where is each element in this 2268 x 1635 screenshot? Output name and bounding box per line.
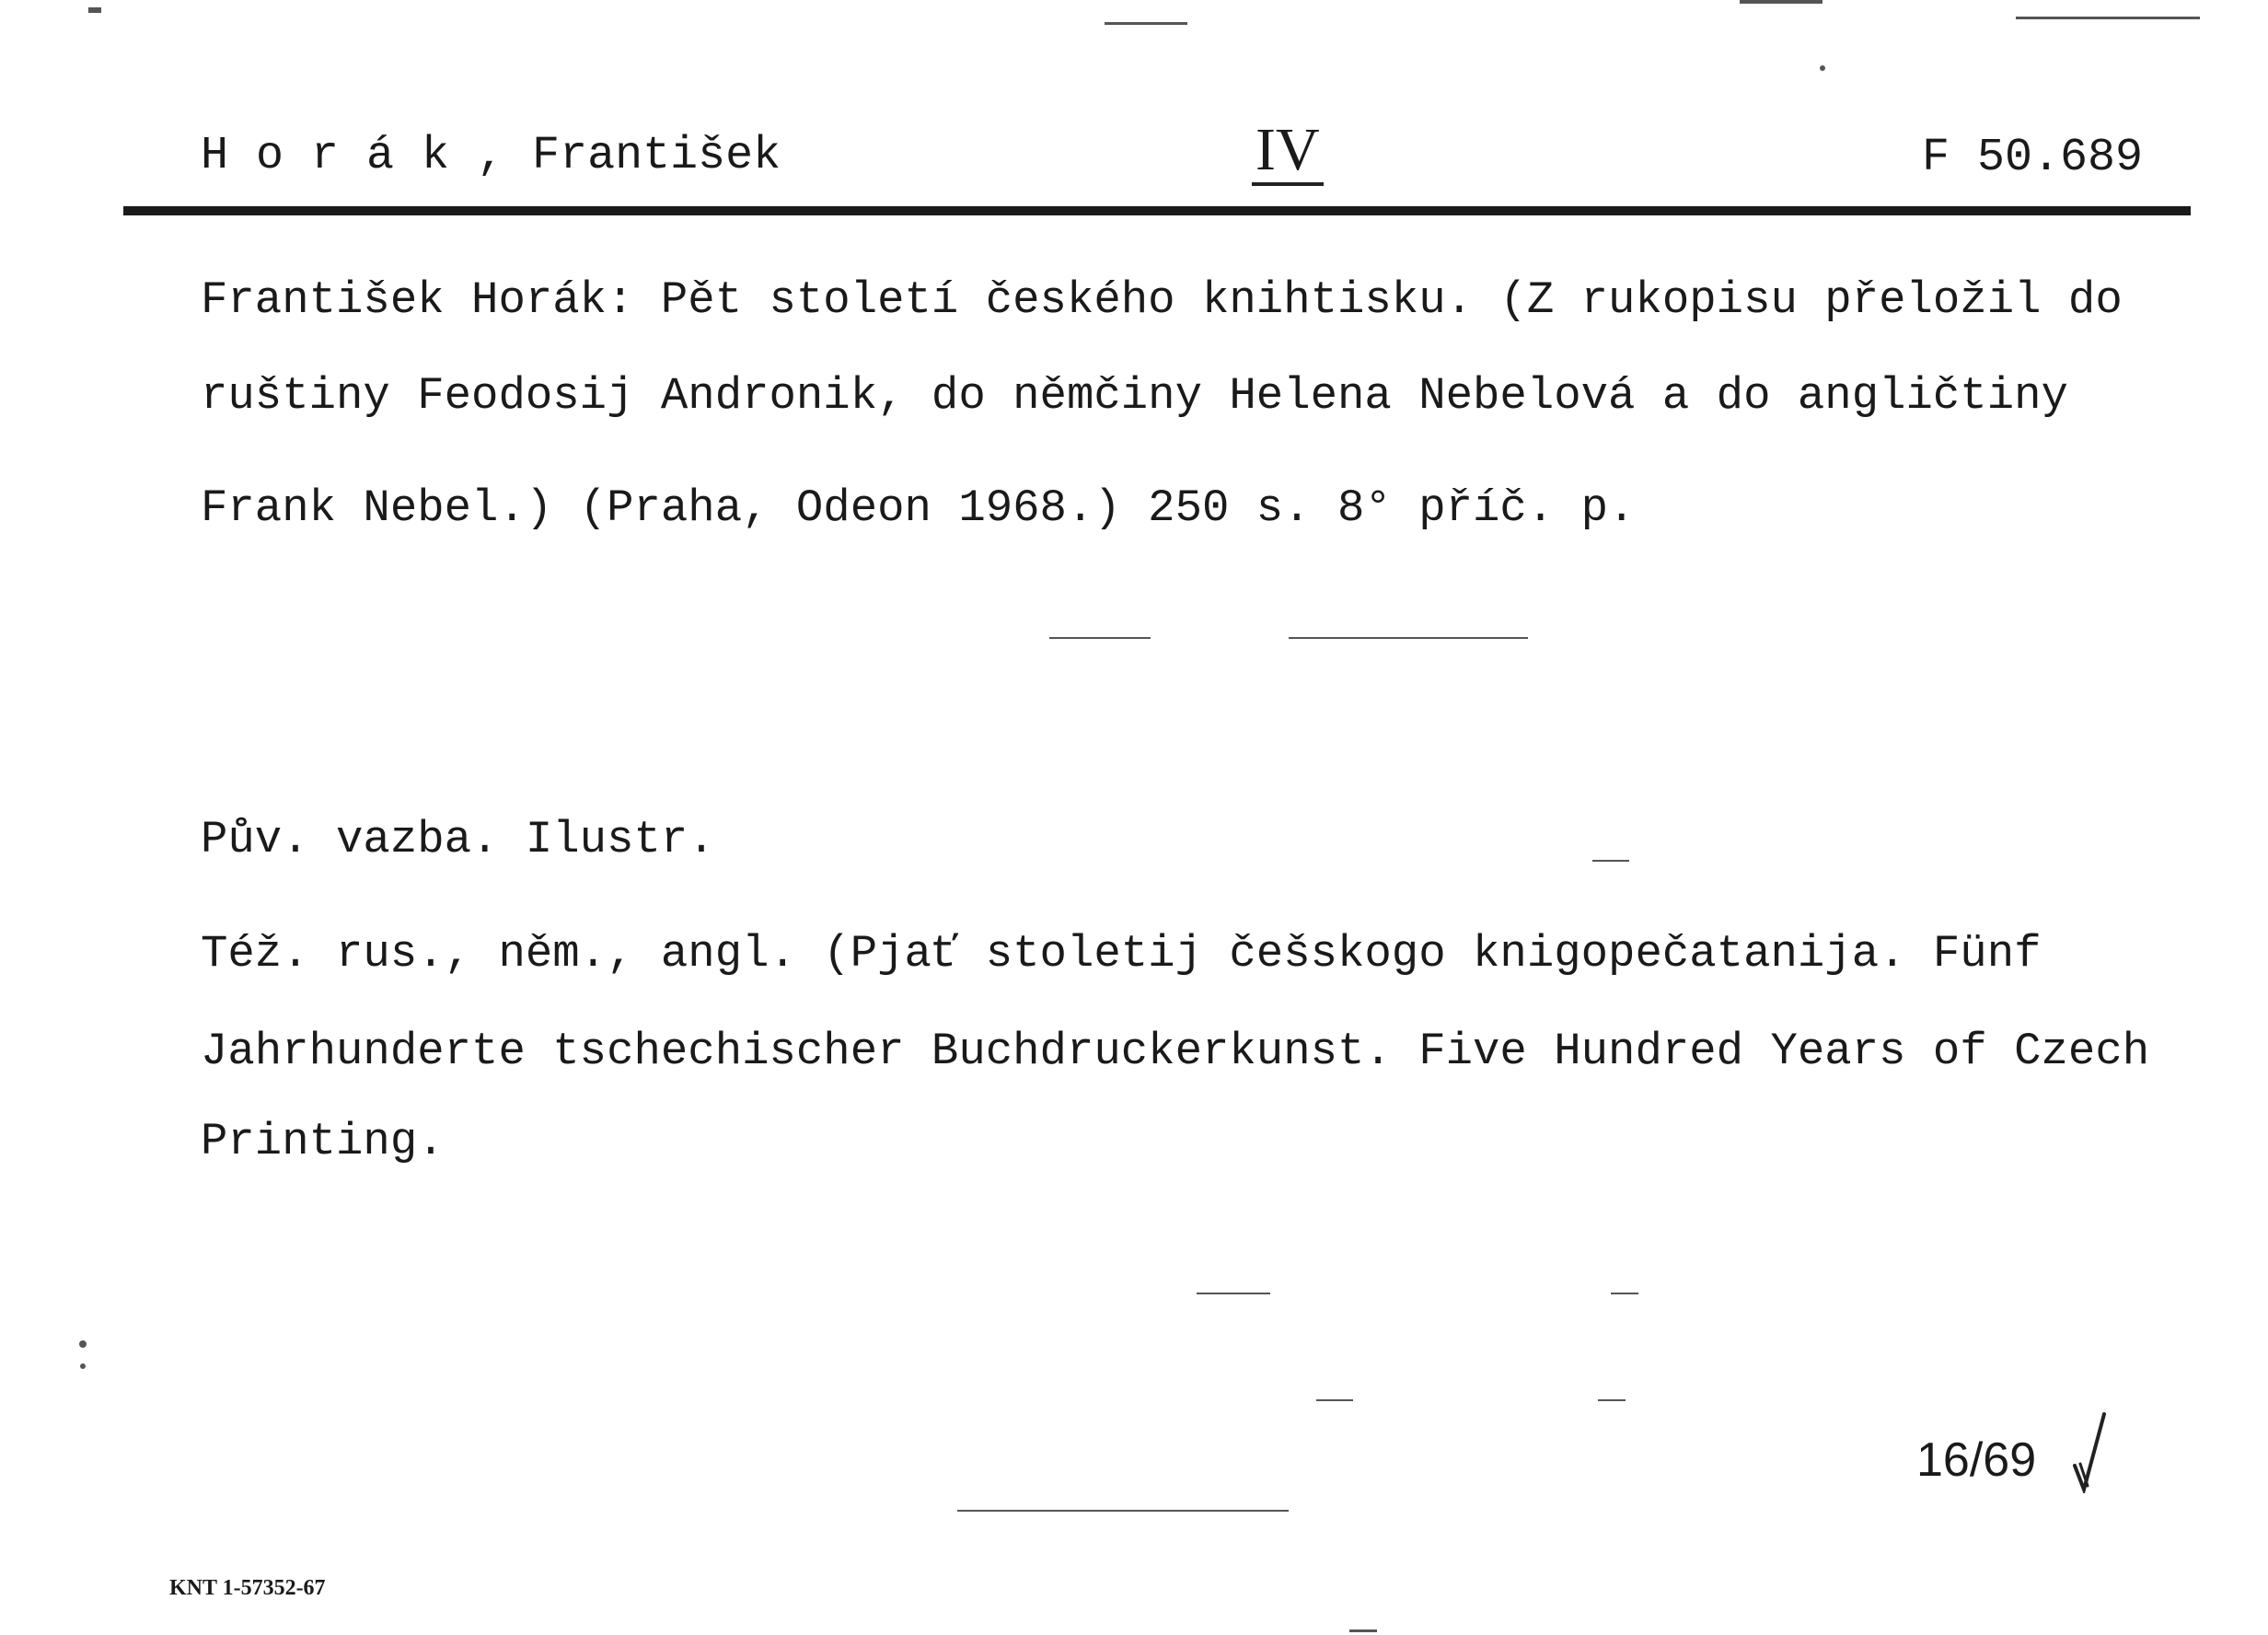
acquisition-number: 16/69: [1916, 1433, 2037, 1487]
author-heading: H o r á k , František: [201, 130, 781, 182]
description-line-2: ruštiny Feodosij Andronik, do němčiny Helena Nebelová a do angličtiny: [201, 370, 2068, 422]
translation-note-line-2: Jahrhunderte tschechischer Buchdruckerkunst. Five Hundred Years of Czech: [201, 1026, 2150, 1077]
section-mark: IV: [1252, 118, 1324, 186]
binding-note: Pův. vazba. Ilustr.: [201, 814, 715, 865]
check-mark-icon: [2071, 1410, 2108, 1493]
translation-note-line-1: Též. rus., něm., angl. (Pjať stoletij češskogo knigopečatanija. Fünf: [201, 928, 2042, 980]
card-heading: [0, 118, 2268, 191]
translation-note-line-3: Printing.: [201, 1116, 445, 1167]
shelfmark: F 50.689: [1922, 132, 2144, 184]
description-line-3: Frank Nebel.) (Praha, Odeon 1968.) 250 s. 8° příč. p.: [201, 482, 1636, 534]
heading-rule: [123, 206, 2191, 215]
description-line-1: František Horák: Pět století českého knihtisku. (Z rukopisu přeložil do: [201, 274, 2123, 326]
footer-print-code: KNT 1-57352-67: [169, 1576, 326, 1600]
